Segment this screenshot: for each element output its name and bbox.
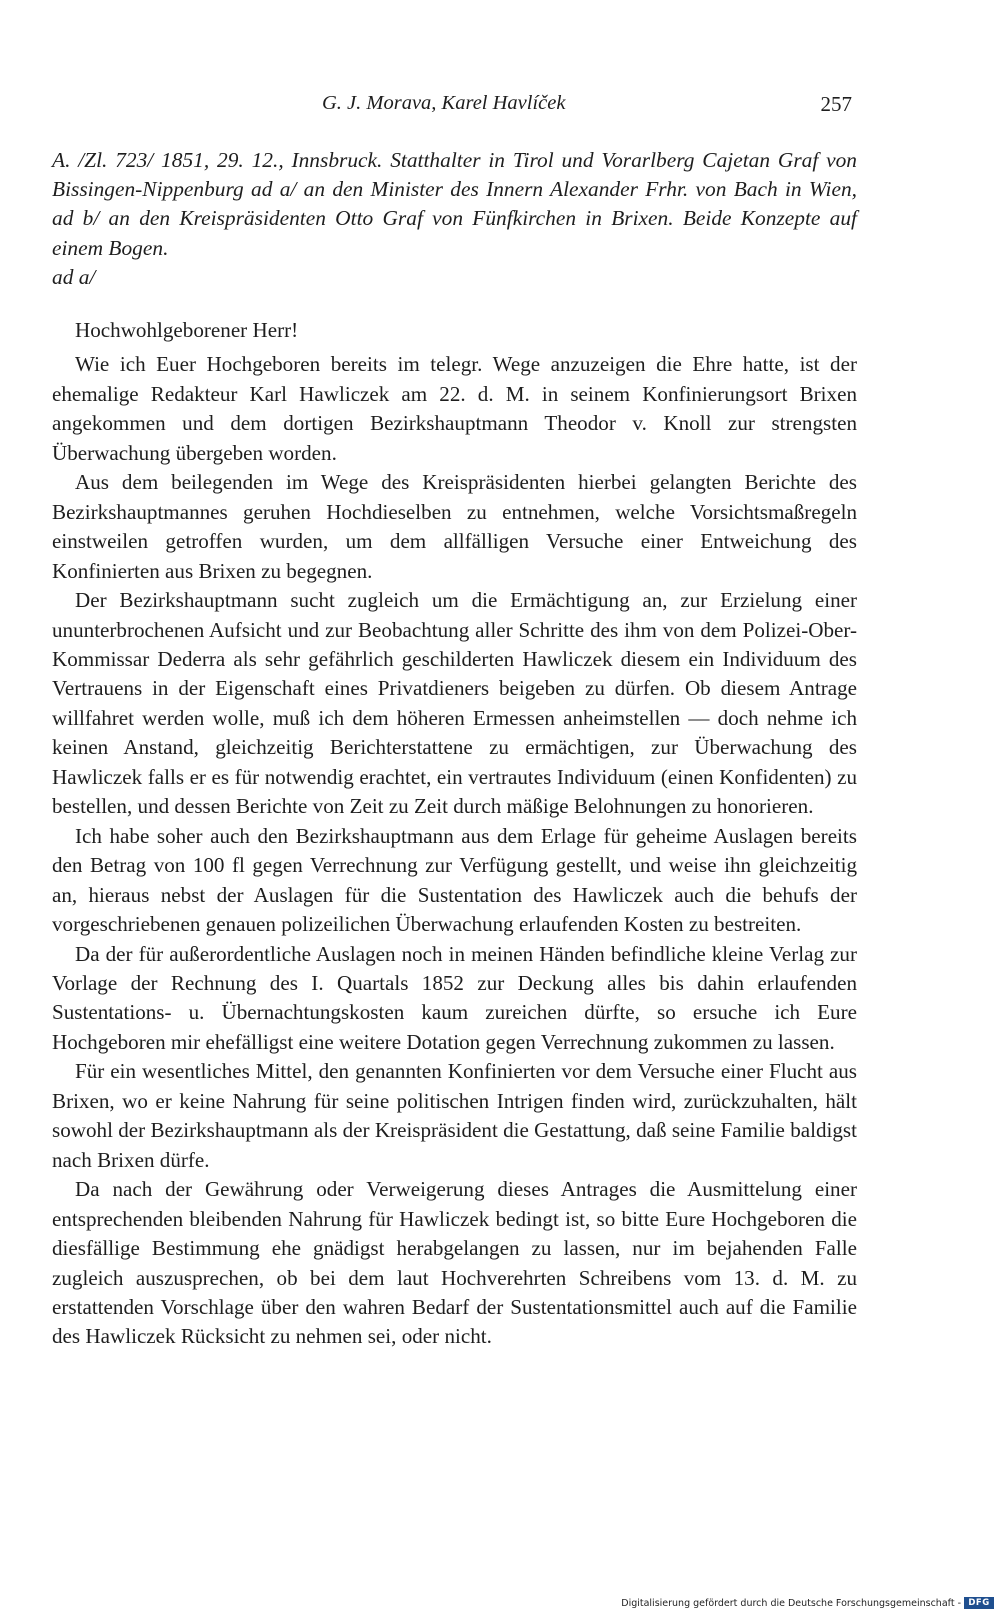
document-header <box>52 146 857 292</box>
credit-text: Digitalisierung gefördert durch die Deutsche Forschungsgemeinschaft - <box>621 1597 961 1609</box>
page-number: 257 <box>820 92 852 116</box>
running-head-title: G. J. Morava, Karel Havlíček <box>322 92 566 114</box>
paragraph: Wie ich Euer Hochgeboren bereits im telegr. Wege anzuzeigen die Ehre hatte, ist der ehemalige Redakteur Karl Hawliczek am 22. d. M. in seinem Konfinierungsort Brixen angekommen und dem dortigen Bezirkshauptmann Theodor v. Knoll zur strengsten Überwachung übergeben worden. <box>52 352 857 465</box>
paragraph: Ich habe soher auch den Bezirkshauptmann aus dem Erlage für geheime Auslagen bereits den Betrag von 100 fl gegen Verrechnung zur Verfügung gestellt, und weise ihn gleichzeitig an, hieraus nebst der Auslagen für die Sustentation des Hawliczek auch die behufs der vorgeschriebenen genauen polizeilichen Überwachung erlaufenden Kosten zu bestreiten. <box>52 823 857 937</box>
paragraph: Da der für außerordentliche Auslagen noch in meinen Händen befindliche kleine Verlag zur Vorlage der Rechnung des I. Quartals 1852 zur Deckung alles bis dahin erlaufenden Sustentations- u. Übernachtungskosten kaum zureichen dürfte, so ersuche ich Eure Hochgeboren mir ehefälligst eine weitere Dotation gegen Verrechnung zukommen zu lassen. <box>52 941 857 1054</box>
header-ad-label: ad a/ <box>52 264 96 289</box>
dfg-logo-icon: DFG <box>964 1597 994 1609</box>
paragraph: Da nach der Gewährung oder Verweigerung dieses Antrages die Ausmittelung einer entsprechenden bleibenden Nahrung für Hawliczek bedingt ist, so bitte Eure Hochgeboren die diesfällige Bestimmung ehe gnädigst herabgelangen zu lassen, nur im bejahenden Falle zugleich auszusprechen, ob bei dem laut Hochverehrten Schreibens vom 13. d. M. zu erstattenden Vorschlage über den wahren Bedarf der Sustentationsmittel auch auf die Familie des Hawliczek Rücksicht zu nehmen sei, oder nicht. <box>52 1177 857 1349</box>
paragraph: Der Bezirkshauptmann sucht zugleich um die Ermächtigung an, zur Erzielung einer ununterbrochenen Aufsicht und zur Beobachtung aller Schritte des ihm von dem Polizei-Ober-Kommissar Dederra als sehr gefährlich geschilderten Hawliczek diesem ein Individuum des Vertrauens in der Eigenschaft eines Privatdieners beigeben zu dürfen. Ob diesem Antrage willfahret werden wolle, muß ich dem höheren Ermessen anheimstellen — doch nehme ich keinen Anstand, gleichzeitig Berichterstattene zu ermächtigen, zur Überwachung des Hawliczek falls er es für notwendig erachtet, ein vertrautes Individuum (einen Konfidenten) zu bestellen, und dessen Berichte von Zeit zu Zeit durch mäßige Belohnungen zu honorieren. <box>52 588 857 819</box>
running-head <box>52 88 852 118</box>
header-text: A. /Zl. 723/ 1851, 29. 12., Innsbruck. Statthalter in Tirol und Vorarlberg Cajetan Graf von Bissingen-Nippenburg ad a/ an den Minister des Innern Alexander Frhr. von Bach in Wien, ad b/ an den Kreispräsidenten Otto Graf von Fünfkirchen in Brixen. Beide Konzepte auf einem Bogen. <box>52 148 857 260</box>
letter-body <box>52 316 857 1352</box>
salutation: Hochwohlgeborener Herr! <box>75 318 299 342</box>
paragraph: Für ein wesentliches Mittel, den genannten Konfinierten vor dem Versuche einer Flucht aus Brixen, wo er keine Nahrung für seine politischen Intrigen finden wird, zurückzuhalten, hält sowohl der Bezirkshauptmann als der Kreispräsident die Gestattung, daß seine Familie baldigst nach Brixen dürfe. <box>52 1059 857 1172</box>
paragraph: Aus dem beilegenden im Wege des Kreispräsidenten hierbei gelangten Berichte des Bezirkshauptmannes geruhen Hochdieselben zu entnehmen, welche Vorsichtsmaßregeln einstweilen getroffen wurden, um dem allfälligen Versuche einer Entweichung des Konfinierten aus Brixen zu begegnen. <box>52 470 857 583</box>
digitization-credit <box>621 1597 994 1609</box>
